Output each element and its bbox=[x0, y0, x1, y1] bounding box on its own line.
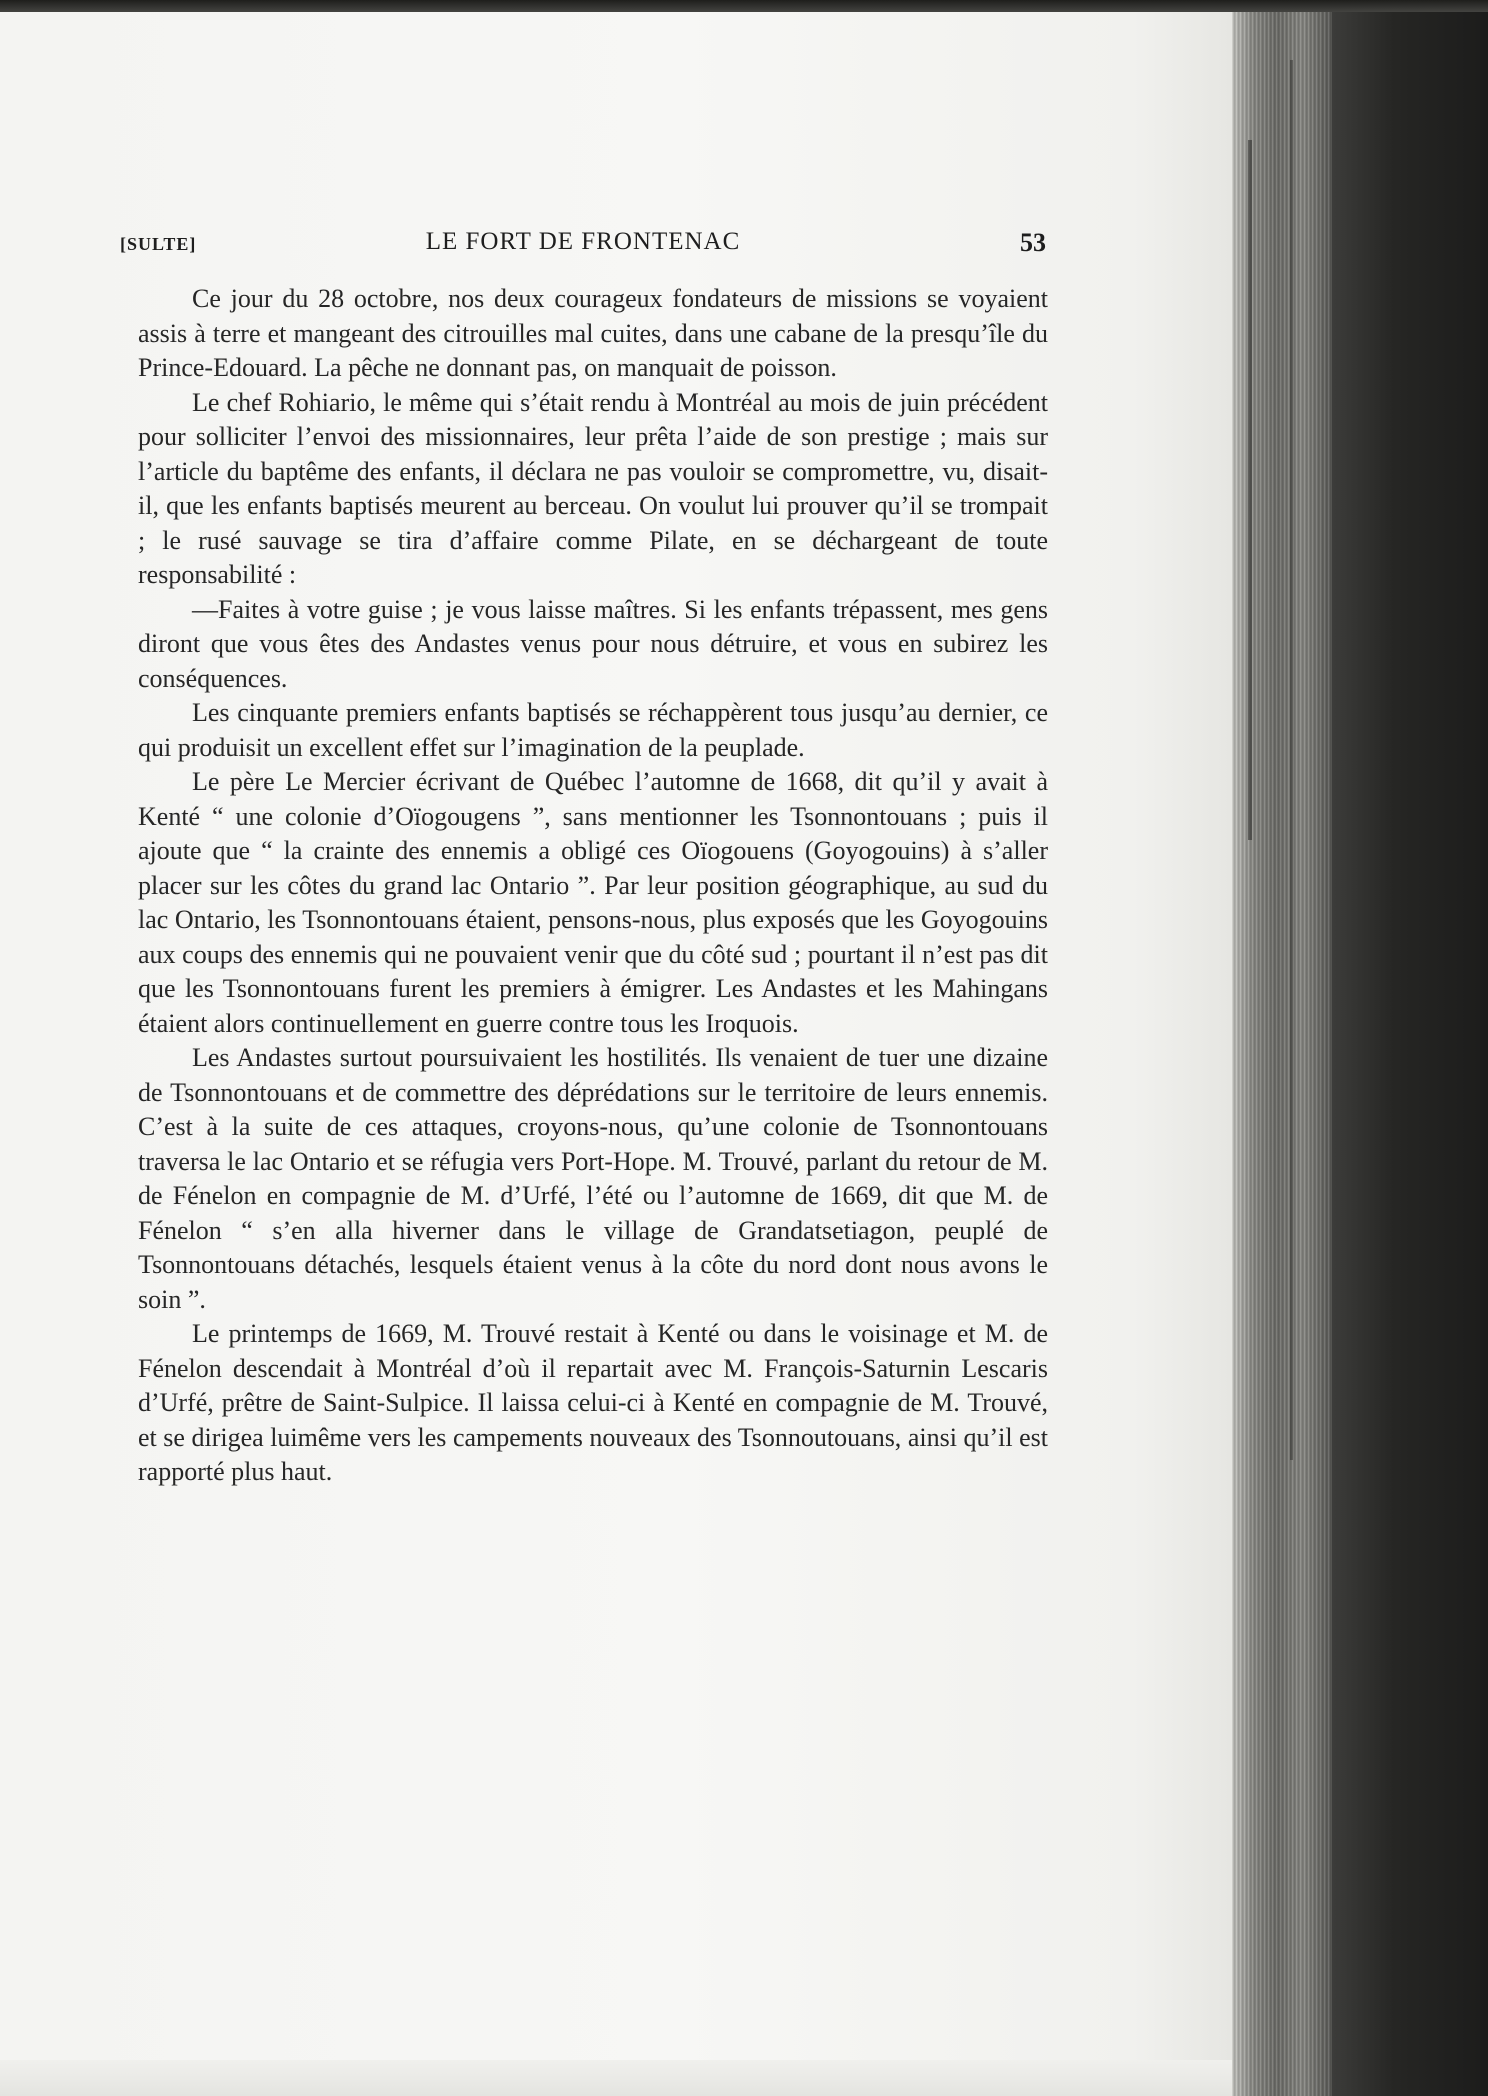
header-title: LE FORT DE FRONTENAC bbox=[425, 228, 741, 255]
page-number: 53 bbox=[1020, 228, 1046, 257]
paragraph: Les Andastes surtout poursuivaient les hostilités. Ils venaient de tuer une dizaine de Tsonnontouans et de commettre des déprédations sur le territoire de leurs ennemis. C’est à la suite de ces attaques, croyons-nous, qu’une colonie de Tsonnontouans traversa le lac Ontario et se réfugia vers Port-Hope. M. Trouvé, parlant du retour de M. de Fénelon en compagnie de M. d’Urfé, l’été ou l’automne de 1669, dit que M. de Fénelon “ s’en alla hiverner dans le village de Grandatsetiagon, peuplé de Tsonnontouans détachés, lesquels étaient venus à la côte du nord dont nous avons le soin ”. bbox=[138, 1043, 1048, 1314]
book-page-edges bbox=[1232, 12, 1332, 2096]
page-bottom-margin bbox=[0, 2060, 1232, 2096]
body-text bbox=[138, 282, 1048, 1490]
paragraph: Le père Le Mercier écrivant de Québec l’automne de 1668, dit qu’il y avait à Kenté “ une colonie d’Oïogougens ”, sans mentionner les Tsonnontouans ; puis il ajoute que “ la crainte des ennemis a obligé ces Oïogouens (Goyogouins) à s’aller placer sur les côtes du grand lac Ontario ”. Par leur position géographique, au sud du lac Ontario, les Tsonnontouans étaient, pensons-nous, plus exposés que les Goyogouins aux coups des ennemis qui ne pouvaient venir que du côté sud ; pourtant il n’est pas dit que les Tsonnontouans furent les premiers à émigrer. Les Andastes et les Mahingans étaient alors continuellement en guerre contre tous les Iroquois. bbox=[138, 767, 1048, 1038]
header-author: [SULTE] bbox=[120, 234, 197, 254]
paragraph: Ce jour du 28 octobre, nos deux courageux fondateurs de missions se voyaient assis à terre et mangeant des citrouilles mal cuites, dans une cabane de la presqu’île du Prince-Edouard. La pêche ne donnant pas, on manquait de poisson. bbox=[138, 284, 1048, 382]
paragraph: —Faites à votre guise ; je vous laisse maîtres. Si les enfants trépassent, mes gens diront que vous êtes des Andastes venus pour nous détruire, et vous en subirez les conséquences. bbox=[138, 594, 1048, 693]
paragraph: Le chef Rohiario, le même qui s’était rendu à Montréal au mois de juin précédent pour solliciter l’envoi des missionnaires, leur prêta l’aide de son prestige ; mais sur l’article du baptême des enfants, il déclara ne pas vouloir se compromettre, vu, disait-il, que les enfants baptisés meurent au berceau. On voulut lui prouver qu’il se trompait ; le rusé sauvage se tira d’affaire comme Pilate, en se déchargeant de toute responsabilité : bbox=[138, 387, 1048, 589]
binding-shadow bbox=[1290, 60, 1293, 1460]
binding-shadow bbox=[1248, 140, 1252, 840]
paragraph: Le printemps de 1669, M. Trouvé restait à Kenté ou dans le voisinage et M. de Fénelon descendait à Montréal d’où il repartait avec M. François-Saturnin Lescaris d’Urfé, prêtre de Saint-Sulpice. Il laissa celui-ci à Kenté en compagnie de M. Trouvé, et se dirigea luimême vers les campements nouveaux des Tsonnoutouans, ainsi qu’il est rapporté plus haut. bbox=[138, 1319, 1048, 1486]
scanner-background bbox=[1332, 12, 1488, 2096]
paragraph: Les cinquante premiers enfants baptisés se réchappèrent tous jusqu’au dernier, ce qui produisit un excellent effet sur l’imagination de la peuplade. bbox=[138, 698, 1048, 762]
running-header bbox=[120, 228, 1046, 268]
